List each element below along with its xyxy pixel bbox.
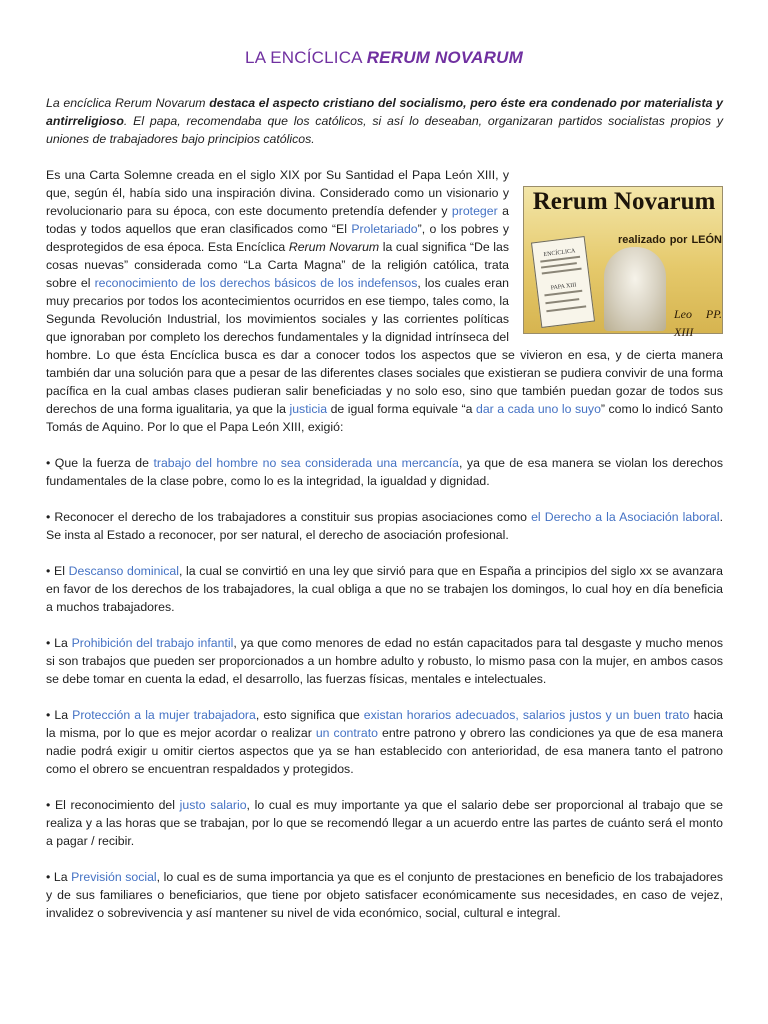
link-horarios-salarios[interactable]: existan horarios adecuados, salarios justos y un buen trato (363, 708, 690, 722)
intro-text-1: La encíclica Rerum Novarum (46, 96, 210, 110)
b7-text-2: , lo cual es de suma importancia ya que es el conjunto de prestaciones en beneficio de los trabajadores y de sus familiares o beneficiarios, que tiene por objeto satisfacer económicamente sus necesidades, en caso de vejez, invalidez o sobrevivencia y así mantener su nivel de vida económico, social, cultural e integral. (46, 870, 723, 920)
b2-text-2: . Se insta al Estado a reconocer, por ser natural, el derecho de asociación profesional. (46, 510, 723, 542)
b5-text-1: • La (46, 708, 73, 722)
link-prevision-social[interactable]: Previsión social (71, 870, 157, 884)
link-contrato[interactable]: un contrato (315, 726, 378, 740)
b4-text-1: • La (46, 636, 72, 650)
link-trabajo-mercancia[interactable]: trabajo del hombre no sea considerada una mercancía (153, 456, 460, 470)
link-trabajo-infantil[interactable]: Prohibición del trabajo infantil (71, 636, 234, 650)
image-title: Rerum Novarum (532, 188, 716, 215)
image-byline: realizado por LEÓN (618, 234, 722, 246)
intro-bold: destaca el aspecto cristiano del socialismo, pero éste era condenado por materialista y antirreligioso (46, 96, 723, 128)
b3-text-1: • El (46, 564, 69, 578)
encyclical-booklet-illustration (531, 236, 595, 328)
link-proteger[interactable]: proteger (451, 204, 498, 218)
page-title (0, 48, 768, 68)
link-mujer-trabajadora[interactable]: Protección a la mujer trabajadora (72, 708, 256, 722)
title-italic: RERUM NOVARUM (366, 48, 523, 67)
p1-italic-title: Rerum Novarum (288, 240, 380, 254)
b1-text-2: , ya que de esa manera se violan los derechos fundamentales de la clase pobre, como lo es la integridad, la igualdad y dignidad. (46, 456, 723, 488)
link-reconocimiento-derechos[interactable]: reconocimiento de los derechos básicos de los indefensos (94, 276, 418, 290)
p1-text-7: ” como lo indicó Santo Tomás de Aquino. Por lo que el Papa León XIII, exigió: (46, 402, 723, 434)
link-proletariado[interactable]: Proletariado (351, 222, 418, 236)
pope-portrait-illustration (604, 247, 666, 331)
b5-text-2: , esto significa que (255, 708, 364, 722)
bullet-asociacion (46, 508, 723, 544)
intro-paragraph (46, 94, 723, 148)
p1-text-6: de igual forma equivale “a (327, 402, 476, 416)
p1-text-2: a todas y todos aquellos que eran clasificados como “El (46, 204, 509, 236)
bullet-mujer-trabajadora (46, 706, 723, 778)
link-justo-salario[interactable]: justo salario (179, 798, 247, 812)
booklet-text: PAPA XIII (550, 282, 577, 292)
link-descanso-dominical[interactable]: Descanso dominical (68, 564, 179, 578)
link-justicia[interactable]: justicia (289, 402, 328, 416)
bullet-descanso (46, 562, 723, 616)
p1-text-3: ”, o los pobres y desprotegidos de esa época. Esta Encíclica (46, 222, 509, 254)
intro-text-2: . El papa, recomendaba que los católicos, si así lo deseaban, organizaran partidos socialistas propios y uniones de trabajadores bajo principios católicos. (46, 114, 723, 146)
link-dar-a-cada-uno[interactable]: dar a cada uno lo suyo (476, 402, 601, 416)
b2-text-1: • Reconocer el derecho de los trabajadores a constituir sus propias asociaciones como (46, 510, 532, 524)
booklet-label: ENCÍCLICA (543, 248, 576, 259)
b6-text-2: , lo cual es muy importante ya que el salario debe ser proporcional al trabajo que se realiza y a las horas que se trabajan, por lo que se recomendó llegar a un acuerdo entre las partes de cuánto será el monto a pagar / recibir. (46, 798, 723, 848)
b5-text-3: hacia la misma, por lo que es mejor acordar o realizar (46, 708, 723, 740)
document-body (46, 94, 723, 940)
b7-text-1: • La (46, 870, 72, 884)
p1-text-4: la cual significa “De las cosas nuevas” considerada como “La Carta Magna” de la religión católica, trata sobre el (46, 240, 510, 290)
bullet-trabajo (46, 454, 723, 490)
bullet-trabajo-infantil (46, 634, 723, 688)
bullet-justo-salario (46, 796, 723, 850)
p1-text-1: Es una Carta Solemne creada en el siglo XIX por Su Santidad el Papa León XIII, y que, según él, había sido una inspiración divina. Considerado como un visionario y revolucionario para su época, con este documento pretendía defender y (46, 168, 509, 218)
bullet-prevision-social (46, 868, 723, 922)
b5-text-4: entre patrono y obrero las condiciones ya que de esa manera nadie podrá exigir u omitir ciertos aspectos que ya se han establecido con anterioridad, de esa manera tanto el patrono como el obrero se encuentran respaldados y protegidos. (46, 726, 723, 776)
b4-text-2: , ya que como menores de edad no están capacitados para tal desgaste y mucho menos si son trabajos que pueden ser proporcionados a un hombre adulto y robusto, lo mismo pasa con la mujer, en ambos casos se debe tomar en cuenta la edad, el desarrollo, las fuerzas físicas, mentales e intelectuales. (46, 636, 723, 686)
b1-text-1: • Que la fuerza de (46, 456, 154, 470)
title-main: LA ENCÍCLICA (245, 48, 367, 67)
b3-text-2: , la cual se convirtió en una ley que sirvió para que en España a principios del siglo xx se avanzara en favor de los derechos de los trabajadores, la cual obliga a que no se trabajen los domingos, lo cual hoy en día beneficia a muchos trabajadores. (46, 564, 723, 614)
b6-text-1: • El reconocimiento del (46, 798, 180, 812)
p1-text-5: , los cuales eran muy precarios por todos los acontecimientos ocurridos en ese tiempo, tales como, la Segunda Revolución Industrial, los movimientos sociales y las corrientes políticas que ignoraban por completo los derechos fundamentales y la dignidad intrínseca del hombre. Lo que ésta Encíclica busca es dar a conocer todos los aspectos que se vivieron en esa, y de cierta manera también dar una solución para que a pesar de las diferentes clases sociales que existieran se pudiera convivir de una forma pacífica en la cual ambas clases pudieran salir beneficiadas y no solo eso, sino que también puedan gozar de todos sus derechos de una forma igualitaria, ya que la (46, 276, 723, 416)
rerum-novarum-image (523, 186, 723, 339)
image-signature: Leo PP. XIII (674, 307, 722, 339)
link-derecho-asociacion[interactable]: el Derecho a la Asociación laboral (531, 510, 720, 524)
